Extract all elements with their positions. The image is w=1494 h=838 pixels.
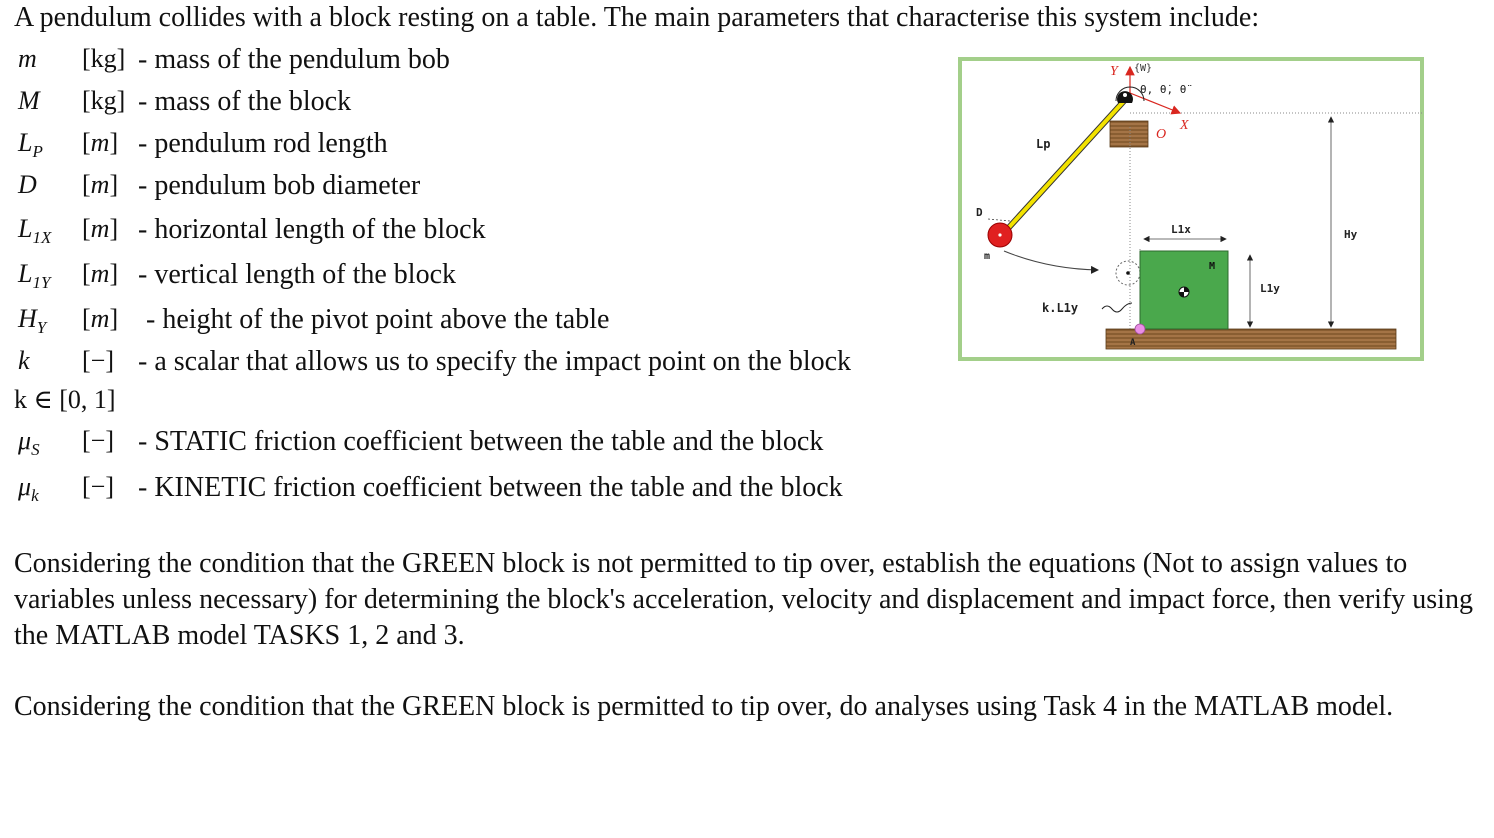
block-mass-label: M bbox=[1209, 261, 1216, 272]
angle-label: θ, θ̇, θ̈ bbox=[1140, 83, 1187, 96]
l1y-label: L1y bbox=[1260, 282, 1280, 295]
param-symbol: M bbox=[18, 86, 40, 115]
hy-label: Hy bbox=[1344, 228, 1358, 241]
contact-point-label: A bbox=[1130, 338, 1136, 348]
param-unit: [−] bbox=[82, 426, 115, 455]
param-symbol: $\mu_S$ bbox=[18, 426, 40, 460]
param-description: - pendulum rod length bbox=[138, 128, 388, 159]
bob-impact-center bbox=[1126, 271, 1130, 275]
rod-length-label: Lp bbox=[1036, 137, 1051, 151]
bob-center bbox=[998, 233, 1001, 236]
pivot-support bbox=[1110, 121, 1148, 147]
param-symbol: $H_Y$ bbox=[18, 304, 47, 338]
pivot-pin bbox=[1123, 93, 1127, 97]
param-description: - pendulum bob diameter bbox=[138, 170, 421, 201]
param-symbol: $\mu_k$ bbox=[18, 472, 39, 506]
param-description: - KINETIC friction coefficient between the table and the block bbox=[138, 472, 843, 503]
param-unit: [m] bbox=[82, 259, 119, 288]
l1x-label: L1x bbox=[1171, 223, 1191, 236]
pendulum-block-diagram bbox=[958, 57, 1424, 361]
param-unit: [−] bbox=[82, 346, 115, 375]
param-description: - a scalar that allows us to specify the impact point on the block bbox=[138, 346, 852, 377]
center-of-mass-icon bbox=[1179, 287, 1189, 297]
table bbox=[1106, 329, 1396, 349]
k-range: k ∈ [0, 1] bbox=[14, 385, 116, 414]
diameter-label: D bbox=[976, 206, 983, 219]
intro-text: A pendulum collides with a block resting on a table. The main parameters that characterise this system include: bbox=[14, 2, 1260, 33]
impact-height-label: k.L1y bbox=[1042, 301, 1079, 315]
param-description: - height of the pivot point above the table bbox=[146, 304, 610, 335]
param-symbol: k bbox=[18, 346, 30, 375]
param-unit: [kg] bbox=[82, 44, 126, 73]
task-paragraph-no-tip: Considering the condition that the GREEN block is not permitted to tip over, establish the equations (Not to assign values to variables unless necessary) for determining the block's acceleration, velocity and displacement and impact force, then verify using the MATLAB model TASKS 1, 2 and 3. bbox=[14, 548, 1473, 651]
param-symbol: D bbox=[18, 170, 37, 199]
param-symbol: $L_P$ bbox=[18, 128, 43, 162]
x-axis-label: X bbox=[1180, 118, 1189, 133]
param-unit: [kg] bbox=[82, 86, 126, 115]
param-unit: [m] bbox=[82, 170, 119, 199]
param-symbol: $L_{1X}$ bbox=[18, 214, 52, 248]
y-axis-label: Y bbox=[1110, 64, 1118, 79]
origin-label: O bbox=[1156, 127, 1167, 142]
param-description: - STATIC friction coefficient between the table and the block bbox=[138, 426, 824, 457]
bob-mass-label: m bbox=[984, 251, 991, 262]
param-unit: [−] bbox=[82, 472, 115, 501]
param-description: - mass of the block bbox=[138, 86, 352, 117]
param-symbol: $L_{1Y}$ bbox=[18, 259, 51, 293]
contact-point-a bbox=[1135, 324, 1145, 334]
param-symbol: m bbox=[18, 44, 37, 73]
param-description: - vertical length of the block bbox=[138, 259, 456, 290]
param-unit: [m] bbox=[82, 214, 119, 243]
param-description: - horizontal length of the block bbox=[138, 214, 486, 245]
param-description: - mass of the pendulum bob bbox=[138, 44, 450, 75]
world-frame-label: {W} bbox=[1134, 63, 1153, 74]
param-unit: [m] bbox=[82, 128, 119, 157]
task-paragraph-tip: Considering the condition that the GREEN block is permitted to tip over, do analyses using Task 4 in the MATLAB model. bbox=[14, 691, 1394, 722]
param-unit: [m] bbox=[82, 304, 119, 333]
